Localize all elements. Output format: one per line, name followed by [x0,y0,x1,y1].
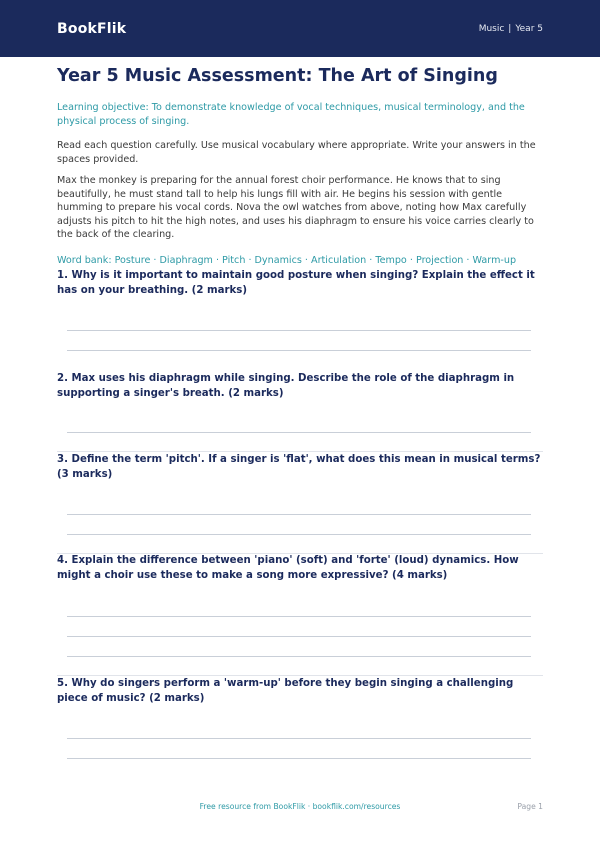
question-4: 4. Explain the difference between 'piano' (soft) and 'forte' (loud) dynamics. How might a choir use these to make a song more expressive? (4 marks) [57,555,519,581]
question-1: 1. Why is it important to maintain good posture when singing? Explain the effect it has on your breathing. (2 marks) [57,270,535,296]
brand-logo[interactable]: BookFlik [57,20,127,37]
answer-line[interactable] [67,758,531,759]
answer-line[interactable] [67,432,531,433]
answer-line[interactable] [67,738,531,739]
header-separator: | [508,23,512,34]
subject-label: Music [478,23,505,34]
answer-line[interactable] [67,534,531,535]
question-2: 2. Max uses his diaphragm while singing. Describe the role of the diaphragm in supporting a singer's breath. (2 marks) [57,373,515,399]
header-meta [479,24,543,34]
answer-line[interactable] [67,636,531,637]
footer-resource-link[interactable]: Free resource from BookFlik · bookflik.com/resources [199,802,401,811]
answer-line[interactable] [67,656,531,657]
question-3: 3. Define the term 'pitch'. If a singer is 'flat', what does this mean in musical terms? (3 marks) [57,454,541,480]
page-number: Page 1 [517,802,543,811]
answer-line[interactable] [67,514,531,515]
year-label: Year 5 [515,23,543,34]
page-title: Year 5 Music Assessment: The Art of Singing [57,66,498,86]
answer-line[interactable] [67,330,531,331]
learning-objective: Learning objective: To demonstrate knowledge of vocal techniques, musical terminology, and the physical process of singing. [57,102,525,127]
intro-section [57,64,543,267]
answer-line[interactable] [67,350,531,351]
reading-passage: Max the monkey is preparing for the annual forest choir performance. He knows that to sing beautifully, he must stand tall to help his lungs fill with air. He begins his session with gentle humming to prepare his vocal cords. Nova the owl watches from above, noting how Max carefully adjusts his pitch to hit the high notes, and uses his diaphragm to ensure his voice carries clearly to the back of the clearing. [57,175,534,240]
word-bank: Word bank: Posture · Diaphragm · Pitch · Dynamics · Articulation · Tempo · Projection · Warm-up [57,254,517,266]
page-header [0,0,600,57]
instructions: Read each question carefully. Use musical vocabulary where appropriate. Write your answers in the spaces provided. [57,140,536,165]
answer-line[interactable] [67,616,531,617]
question-5: 5. Why do singers perform a 'warm-up' before they begin singing a challenging piece of music? (2 marks) [57,678,514,704]
